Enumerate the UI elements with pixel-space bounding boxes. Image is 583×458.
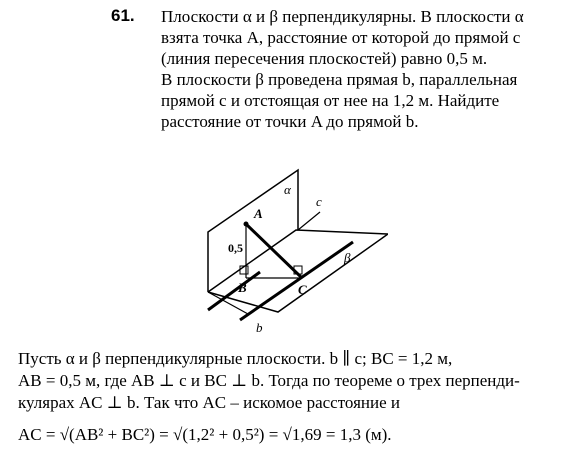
label-b-point: B xyxy=(238,280,247,295)
problem-line: расстояние от точки A до прямой b. xyxy=(161,112,419,131)
problem-text xyxy=(161,6,563,132)
line-c xyxy=(298,212,320,230)
label-beta: β xyxy=(344,250,351,265)
line-b xyxy=(240,242,353,320)
problem-line: В плоскости β проведена прямая b, параллельная xyxy=(161,70,518,89)
label-c-point: C xyxy=(298,282,307,297)
solution-line: Пусть α и β перпендикулярные плоскости. b ∥ c; BC = 1,2 м, xyxy=(18,349,453,368)
solution-line: кулярах AC ⊥ b. Так что AC – искомое расстояние и xyxy=(18,393,401,412)
problem-line: прямой c и отстоящая от нее на 1,2 м. Найдите xyxy=(161,91,500,110)
geometry-figure xyxy=(198,162,388,350)
problem-line: (линия пересечения плоскостей) равно 0,5 м. xyxy=(161,49,488,68)
label-b: b xyxy=(256,320,263,335)
problem-line: Плоскости α и β перпендикулярны. В плоскости α xyxy=(161,7,524,26)
label-alpha: α xyxy=(284,182,291,197)
solution-formula: AC = √(AB² + BC²) = √(1,2² + 0,5²) = √1,69 = 1,3 (м). xyxy=(18,425,392,444)
label-c: c xyxy=(316,194,322,209)
solution-line: AB = 0,5 м, где AB ⊥ c и BC ⊥ b. Тогда по теореме о трех перпенди- xyxy=(18,371,520,390)
point-a xyxy=(244,222,249,227)
label-dist: 0,5 xyxy=(228,241,243,255)
solution-block xyxy=(18,348,566,414)
problem-line: взята точка A, расстояние от которой до прямой c xyxy=(161,28,521,47)
problem-number: 61. xyxy=(111,6,135,25)
label-a: A xyxy=(254,206,263,221)
